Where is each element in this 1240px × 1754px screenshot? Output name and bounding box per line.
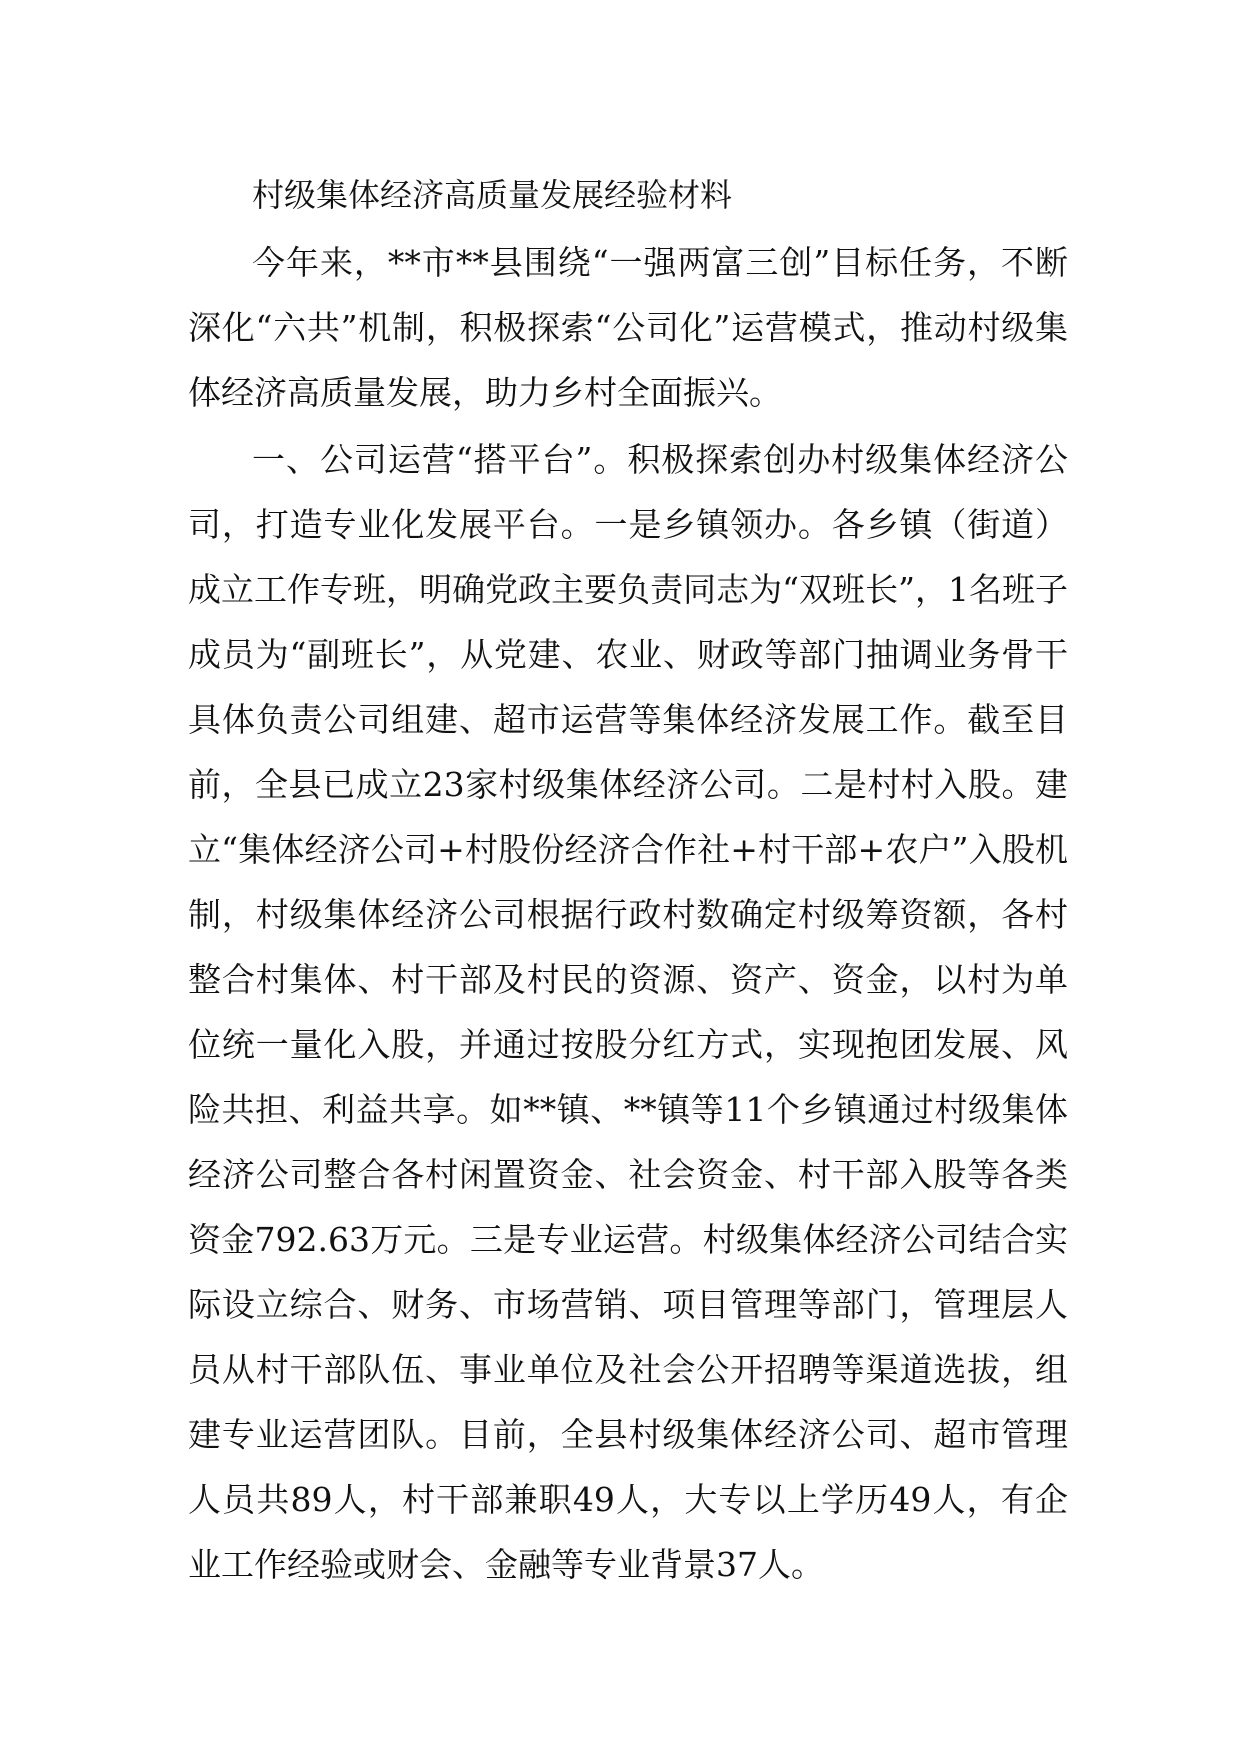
document-title: 村级集体经济高质量发展经验材料 xyxy=(252,176,733,214)
section-1-paragraph: 一、公司运营“搭平台”。积极探索创办村级集体经济公司，打造专业化发展平台。一是乡镇领办。各乡镇（街道）成立工作专班，明确党政主要负责同志为“双班长”，1名班子成员为“副班长”，从党建、农业、财政等部门抽调业务骨干具体负责公司组建、超市运营等集体经济发展工作。截至目前，全县已成立23家村级集体经济公司。二是村村入股。建立“集体经济公司+村股份经济合作社+村干部+农户”入股机制，村级集体经济公司根据行政村数确定村级筹资额，各村整合村集体、村干部及村民的资源、资产、资金，以村为单位统一量化入股，并通过按股分红方式，实现抱团发展、风险共担、利益共享。如**镇、**镇等11个乡镇通过村级集体经济公司整合各村闲置资金、社会资金、村干部入股等各类资金792.63万元。三是专业运营。村级集体经济公司结合实际设立综合、财务、市场营销、项目管理等部门，管理层人员从村干部队伍、事业单位及社会公开招聘等渠道选拔，组建专业运营团队。目前，全县村级集体经济公司、超市管理人员共89人，村干部兼职49人，大专以上学历49人，有企业工作经验或财会、金融等专业背景37人。 xyxy=(188,440,1068,1584)
intro-paragraph: 今年来，**市**县围绕“一强两富三创”目标任务，不断深化“六共”机制，积极探索“公司化”运营模式，推动村级集体经济高质量发展，助力乡村全面振兴。 xyxy=(188,243,1068,412)
